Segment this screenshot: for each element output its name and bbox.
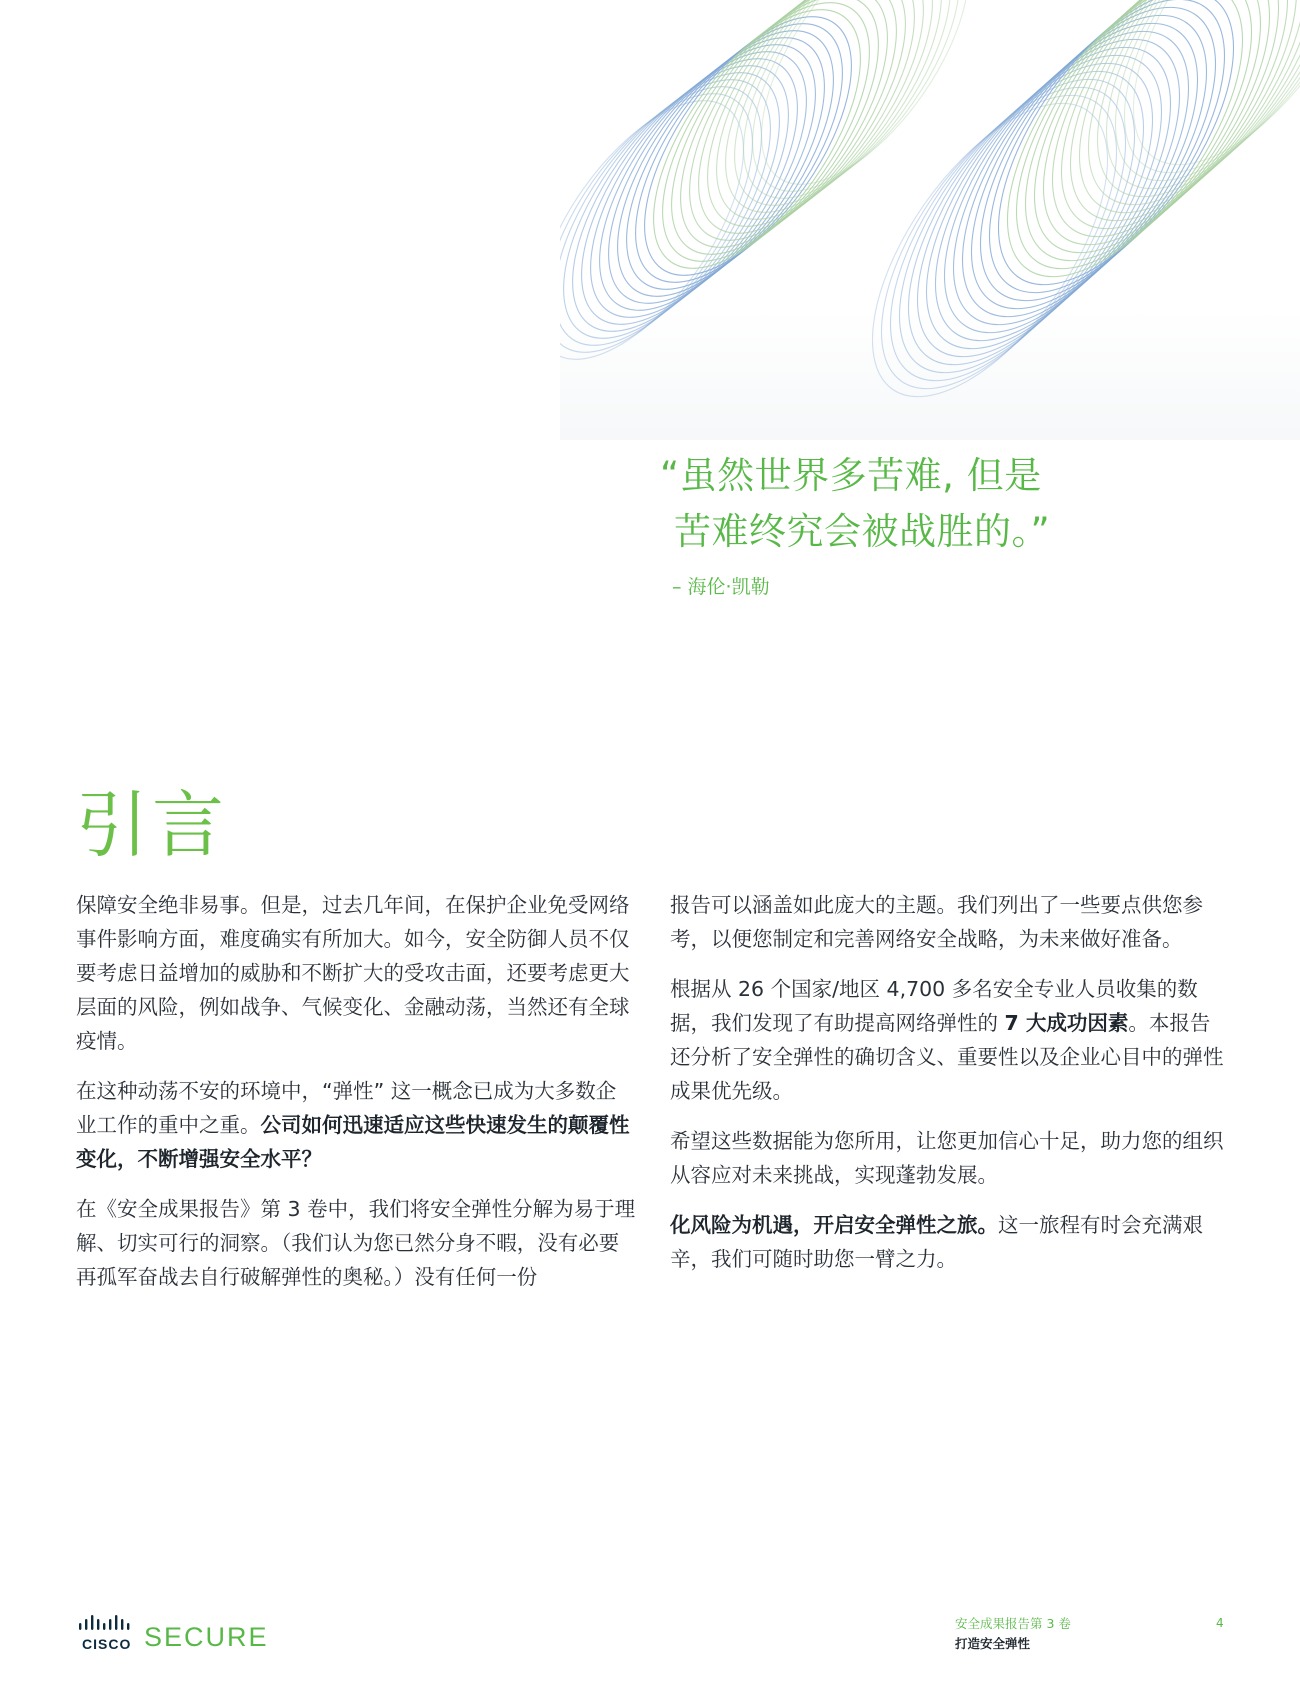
paragraph: 报告可以涵盖如此庞大的主题。我们列出了一些要点供您参考，以便您制定和完善网络安全战略，为未来做好准备。 (670, 893, 1203, 951)
footer-report-subtitle: 打造安全弹性 (955, 1636, 1031, 1651)
pull-quote (660, 448, 1180, 560)
body-column-right (670, 888, 1230, 1292)
spiral-line (560, 18, 846, 344)
paragraph-text: 根据从 26 个国家/地区 4,700 多名安全专业人员收集的数据，我们发现了有助提高网络弹性的 (670, 977, 1198, 1035)
spiral-line (560, 39, 819, 365)
paragraph-text: 在这种动荡不安的环境中，“弹性” 这一概念已成为大多数企业工作的重中之重。 (76, 1079, 617, 1137)
footer-report-title: 安全成果报告第 3 卷 (955, 1616, 1071, 1631)
cisco-secure-logo (78, 1612, 269, 1662)
decorative-wave-art (560, 0, 1300, 440)
spiral-line (668, 0, 955, 260)
paragraph-emphasis: 7 大成功因素 (1004, 1011, 1129, 1035)
spiral-line (1007, 0, 1300, 275)
section-title: 引言 (76, 783, 229, 867)
spiral-line (650, 0, 937, 274)
spiral-line (1016, 0, 1300, 267)
body-column-left (76, 888, 636, 1310)
spiral-line (989, 0, 1300, 291)
quote-line-2: 苦难终究会被战胜的。” (674, 510, 1051, 553)
paragraph-emphasis: 公司如何迅速适应这些快速发生的颠覆性变化，不断增强安全水平？ (76, 1113, 630, 1171)
spiral-line (980, 0, 1300, 299)
quote-line-1: “虽然世界多苦难, 但是 (660, 454, 1042, 497)
paragraph (670, 972, 1230, 1108)
spiral-line (1025, 0, 1300, 259)
cisco-bridge-icon (78, 1612, 138, 1634)
paragraph: 希望这些数据能为您所用，让您更加信心十足，助力您的组织从容应对未来挑战，实现蓬勃发展。 (670, 1129, 1224, 1187)
paragraph-text: 这一旅程有时会充满艰辛，我们可随时助您一臂之力。 (670, 1213, 1203, 1271)
paragraph: 在《安全成果报告》第 3 卷中，我们将安全弹性分解为易于理解、切实可行的洞察。（我们认为您已然分身不暇，没有必要再孤军奋战去自行破解弹性的奥秘。）没有任何一份 (76, 1197, 636, 1289)
spiral-line (569, 11, 856, 337)
paragraph (76, 1074, 636, 1176)
logo-cisco-text: CISCO (82, 1636, 132, 1652)
spiral-lines-graphic (560, 0, 1300, 440)
spiral-line (704, 0, 991, 232)
quote-author: – 海伦·凯勒 (672, 576, 770, 598)
logo-secure-text: SECURE (144, 1622, 269, 1652)
paragraph (670, 1208, 1230, 1276)
spiral-line (578, 4, 865, 330)
spiral-line (998, 0, 1300, 283)
paragraph-text: 。本报告还分析了安全弹性的确切含义、重要性以及企业心目中的弹性成果优先级。 (670, 1011, 1224, 1103)
spiral-line (560, 32, 828, 358)
paragraph: 保障安全绝非易事。但是，过去几年间，在保护企业免受网络事件影响方面，难度确实有所加大。如今，安全防御人员不仅要考虑日益增加的威胁和不断扩大的受攻击面，还要考虑更大层面的风险，例如战争、气候变化、金融动荡，当然还有全球疫情。 (76, 893, 630, 1053)
paragraph-emphasis: 化风险为机遇，开启安全弹性之旅。 (670, 1213, 998, 1237)
page-number: 4 (1216, 1616, 1224, 1630)
spiral-line (695, 0, 982, 239)
spiral-line (614, 0, 901, 302)
